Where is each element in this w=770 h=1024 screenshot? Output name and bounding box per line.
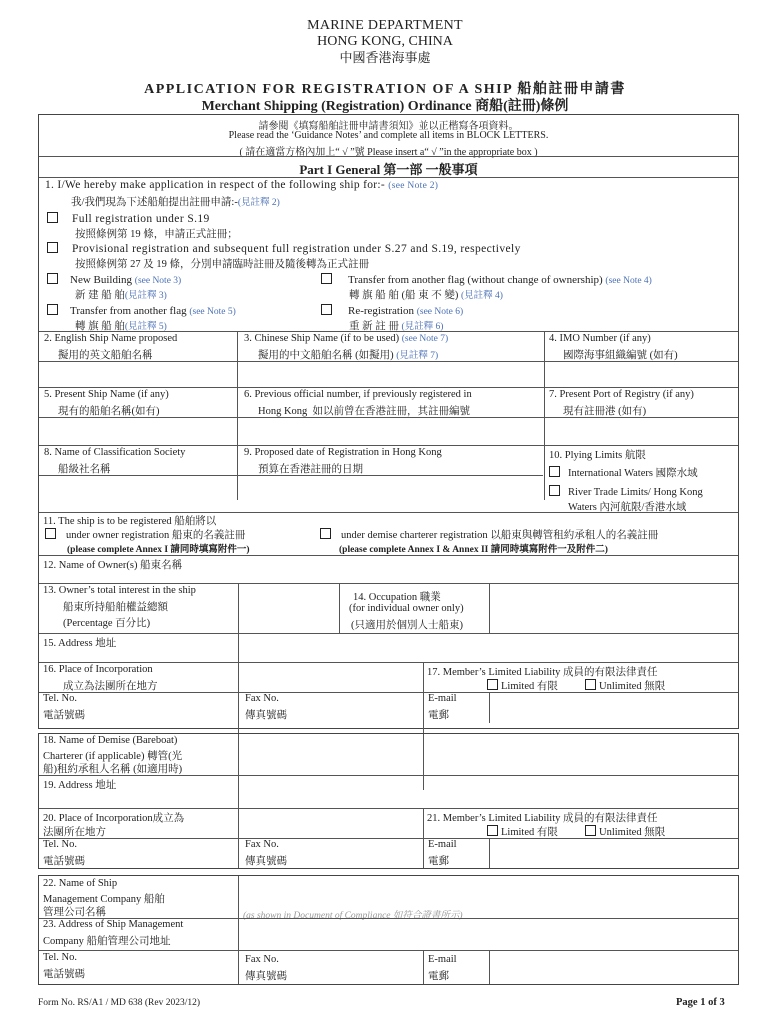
f9-label: 9. Proposed date of Registration in Hong Kong bbox=[244, 447, 442, 458]
f11-demise-charterer-registration[interactable]: under demise charterer registration 以船東與轉管租約承租人的名義註冊 bbox=[320, 527, 658, 542]
f7-input[interactable] bbox=[545, 418, 739, 444]
checkbox[interactable] bbox=[549, 485, 560, 496]
f21-limited[interactable]: Limited 有限 bbox=[487, 824, 558, 839]
f16-label-zh: 成立為法團所在地方 bbox=[63, 681, 158, 692]
f20-input[interactable] bbox=[239, 809, 423, 837]
f2-label: 2. English Ship Name proposed bbox=[44, 333, 178, 344]
email-input-3[interactable] bbox=[490, 951, 738, 984]
f6-label-2: Hong Kong 如以前曾在香港註冊，其註冊編號 bbox=[258, 406, 471, 417]
tel-label-zh: 電話號碼 bbox=[43, 710, 85, 721]
email-label-zh: 電郵 bbox=[428, 710, 449, 721]
instructions-tick: ( 請在適當方格內加上“ √ ”號 Please insert a“ √ ”in the appropriate box ) bbox=[239, 147, 538, 158]
fax-label-3: Fax No. bbox=[245, 954, 279, 965]
instructions-en: Please read the ‘Guidance Notes’ and complete all items in BLOCK LETTERS. bbox=[228, 130, 549, 141]
f16-input[interactable] bbox=[239, 663, 423, 690]
f22-label: 22. Name of Ship bbox=[43, 878, 118, 889]
charterer-box bbox=[38, 733, 739, 869]
f13-label-zh: 船東所持船舶權益總額 bbox=[63, 602, 168, 613]
f20-label: 20. Place of Incorporation成立為 bbox=[43, 813, 185, 824]
email-label-3: E-mail bbox=[428, 954, 457, 965]
q1-transfer-zh: 轉 旗 船 舶(見註釋 5) bbox=[75, 321, 167, 332]
form-number: Form No. RS/A1 / MD 638 (Rev 2023/12) bbox=[38, 998, 201, 1008]
checkbox[interactable] bbox=[47, 304, 58, 315]
fax-label-zh-2: 傳真號碼 bbox=[245, 856, 287, 867]
checkbox[interactable] bbox=[47, 273, 58, 284]
f10-river-trade-limits-2: Waters 內河航限/香港水域 bbox=[568, 502, 687, 513]
f13-label-pct: (Percentage 百分比) bbox=[63, 618, 151, 629]
q1-transfer[interactable]: Transfer from another flag (see Note 5) bbox=[47, 304, 236, 317]
q1-new-building-zh: 新 建 船 舶(見註釋 3) bbox=[75, 290, 167, 301]
part1-title: Part I General 第一部 一般事項 bbox=[299, 162, 478, 177]
f5-input[interactable] bbox=[39, 418, 237, 444]
form-subtitle: Merchant Shipping (Registration) Ordinance 商船(註冊)條例 bbox=[201, 99, 569, 114]
checkbox[interactable] bbox=[47, 212, 58, 223]
fax-label: Fax No. bbox=[245, 693, 279, 704]
f10-label: 10. Plying Limits 航限 bbox=[549, 450, 646, 461]
q1-full-registration-zh: 按照條例第 19 條，申請正式註冊； bbox=[75, 229, 238, 240]
f18-label: 18. Name of Demise (Bareboat) bbox=[43, 735, 178, 746]
f15-label: 15. Address 地址 bbox=[43, 638, 117, 649]
f17-limited[interactable]: Limited 有限 bbox=[487, 678, 558, 693]
fax-input[interactable] bbox=[329, 693, 423, 723]
instructions-zh: 請參閱《填寫船舶註冊申請書須知》並以正楷寫各項資料。 bbox=[258, 121, 519, 132]
f22-label-2: Management Company 船舶 bbox=[43, 894, 165, 905]
f7-label: 7. Present Port of Registry (if any) bbox=[549, 389, 694, 400]
f15-input[interactable] bbox=[239, 634, 739, 661]
department-name: MARINE DEPARTMENT bbox=[307, 18, 463, 33]
email-label: E-mail bbox=[428, 693, 457, 704]
checkbox[interactable] bbox=[321, 273, 332, 284]
f14-label-zh: (只適用於個別人士船東) bbox=[351, 620, 463, 631]
f18-label-2: Charterer (if applicable) 轉管(光 bbox=[43, 751, 183, 762]
f14-label-2: (for individual owner only) bbox=[349, 603, 464, 614]
tel-label-2: Tel. No. bbox=[43, 839, 77, 850]
f19-label: 19. Address 地址 bbox=[43, 780, 117, 791]
checkbox[interactable] bbox=[585, 825, 596, 836]
f5-label: 5. Present Ship Name (if any) bbox=[44, 389, 169, 400]
email-label-zh-3: 電郵 bbox=[428, 971, 449, 982]
f11-label: 11. The ship is to be registered 船舶將以 bbox=[43, 516, 217, 527]
f13-input[interactable] bbox=[239, 584, 339, 633]
q1-full-registration[interactable]: Full registration under S.19 bbox=[47, 212, 210, 225]
q1-text-zh: 我/我們現為下述船舶提出註冊申請:-(見註釋 2) bbox=[71, 197, 280, 208]
page-number: Page 1 of 3 bbox=[676, 997, 725, 1008]
f10-river-trade-limits[interactable]: River Trade Limits/ Hong Kong bbox=[549, 485, 703, 498]
checkbox[interactable] bbox=[320, 528, 331, 539]
email-input[interactable] bbox=[490, 693, 739, 723]
q1-provisional-registration-zh: 按照條例第 27 及 19 條，分別申請臨時註冊及隨後轉為正式註冊 bbox=[75, 259, 369, 270]
f20-label-zh: 法團所在地方 bbox=[43, 827, 106, 838]
ship-management-box bbox=[38, 875, 739, 985]
checkbox[interactable] bbox=[45, 528, 56, 539]
email-input-2[interactable] bbox=[490, 839, 738, 868]
f22-input[interactable] bbox=[239, 876, 738, 917]
f7-label-zh: 現有註冊港 (如有) bbox=[563, 406, 647, 417]
fax-label-2: Fax No. bbox=[245, 839, 279, 850]
f10-international-waters[interactable]: International Waters 國際水域 bbox=[549, 465, 698, 480]
q1-transfer-same-owner-zh: 轉 旗 船 舶 (船 東 不 變) (見註釋 4) bbox=[349, 290, 503, 301]
f17-label: 17. Member’s Limited Liability 成員的有限法律責任 bbox=[427, 667, 658, 678]
region-name: HONG KONG, CHINA bbox=[317, 34, 453, 49]
q1-transfer-same-owner[interactable]: Transfer from another flag (without change of ownership) (see Note 4) bbox=[321, 273, 652, 286]
tel-label-3: Tel. No. bbox=[43, 952, 77, 963]
f21-unlimited[interactable]: Unlimited 無限 bbox=[585, 824, 665, 839]
f13-label: 13. Owner’s total interest in the ship bbox=[43, 585, 196, 596]
checkbox[interactable] bbox=[487, 679, 498, 690]
f23-label-2: Company 船舶管理公司地址 bbox=[43, 936, 171, 947]
f9-label-zh: 預算在香港註冊的日期 bbox=[258, 464, 363, 475]
q1-new-building[interactable]: New Building (see Note 3) bbox=[47, 273, 181, 286]
f4-label: 4. IMO Number (if any) bbox=[549, 333, 651, 344]
checkbox[interactable] bbox=[487, 825, 498, 836]
f22-hint: (as shown in Document of Compliance 如符合證書所示) bbox=[243, 911, 463, 921]
f11-owner-note: (please complete Annex I 請同時填寫附件一) bbox=[67, 545, 250, 555]
f3-label-zh: 擬用的中文船舶名稱 (如擬用) (見註釋 7) bbox=[258, 350, 439, 361]
checkbox[interactable] bbox=[321, 304, 332, 315]
f18-input[interactable] bbox=[239, 734, 738, 774]
f5-label-zh: 現有的船舶名稱(如有) bbox=[58, 406, 160, 417]
f8-label-zh: 船級社名稱 bbox=[58, 464, 111, 475]
checkbox[interactable] bbox=[585, 679, 596, 690]
tel-input[interactable] bbox=[129, 693, 237, 723]
department-name-zh: 中國香港海事處 bbox=[339, 50, 431, 65]
checkbox[interactable] bbox=[549, 466, 560, 477]
tel-input-3[interactable] bbox=[129, 951, 237, 984]
f21-label: 21. Member’s Limited Liability 成員的有限法律責任 bbox=[427, 813, 658, 824]
fax-label-zh-3: 傳真號碼 bbox=[245, 971, 287, 982]
f16-label: 16. Place of Incorporation bbox=[43, 664, 153, 675]
f11-demise-note: (please complete Annex I & Annex II 請同時填寫附件一及附件二) bbox=[339, 545, 608, 555]
tel-label-zh-3: 電話號碼 bbox=[43, 969, 85, 980]
f2-label-zh: 擬用的英文船舶名稱 bbox=[58, 350, 153, 361]
f4-input[interactable] bbox=[545, 362, 739, 386]
f3-label: 3. Chinese Ship Name (if to be used) (see Note 7) bbox=[244, 333, 449, 344]
f14-input[interactable] bbox=[490, 584, 739, 633]
f11-owner-registration[interactable]: under owner registration 船東的名義註冊 bbox=[45, 527, 245, 542]
tel-label-zh-2: 電話號碼 bbox=[43, 856, 85, 867]
f23-input[interactable] bbox=[239, 919, 738, 949]
tel-label: Tel. No. bbox=[43, 693, 77, 704]
f2-input[interactable] bbox=[39, 362, 237, 386]
f19-input[interactable] bbox=[239, 776, 738, 807]
fax-label-zh: 傳真號碼 bbox=[245, 710, 287, 721]
q1-reregistration[interactable]: Re-registration (see Note 6) bbox=[321, 304, 463, 317]
f18-label-3: 船)租約承租人名稱 (如適用時) bbox=[43, 764, 183, 775]
checkbox[interactable] bbox=[47, 242, 58, 253]
email-label-2: E-mail bbox=[428, 839, 457, 850]
f17-unlimited[interactable]: Unlimited 無限 bbox=[585, 678, 665, 693]
q1-text: 1. I/We hereby make application in respect of the following ship for:- (see Note 2) bbox=[45, 179, 439, 191]
form-title: APPLICATION FOR REGISTRATION OF A SHIP 船舶註冊申請書 bbox=[144, 82, 626, 97]
f14-label: 14. Occupation 職業 bbox=[353, 592, 441, 603]
f23-label: 23. Address of Ship Management bbox=[43, 919, 184, 930]
f6-input[interactable] bbox=[238, 418, 544, 444]
q1-reregistration-zh: 重 新 註 冊 (見註釋 6) bbox=[349, 321, 444, 332]
f22-label-zh: 管理公司名稱 bbox=[43, 907, 106, 918]
email-label-zh-2: 電郵 bbox=[428, 856, 449, 867]
tel-input-2[interactable] bbox=[129, 839, 237, 868]
f8-label: 8. Name of Classification Society bbox=[44, 447, 186, 458]
main-form-box bbox=[38, 114, 739, 729]
f6-label: 6. Previous official number, if previously registered in bbox=[244, 389, 472, 400]
f4-label-zh: 國際海事組織編號 (如有) bbox=[563, 350, 678, 361]
f3-input[interactable] bbox=[238, 362, 544, 386]
f9-input[interactable] bbox=[238, 476, 544, 500]
f12-label: 12. Name of Owner(s) 船東名稱 bbox=[43, 560, 183, 571]
q1-provisional-registration[interactable]: Provisional registration and subsequent full registration under S.27 and S.19, respectively bbox=[47, 242, 521, 255]
f8-input[interactable] bbox=[39, 476, 237, 500]
fax-input-2[interactable] bbox=[329, 839, 423, 868]
fax-input-3[interactable] bbox=[329, 951, 423, 984]
